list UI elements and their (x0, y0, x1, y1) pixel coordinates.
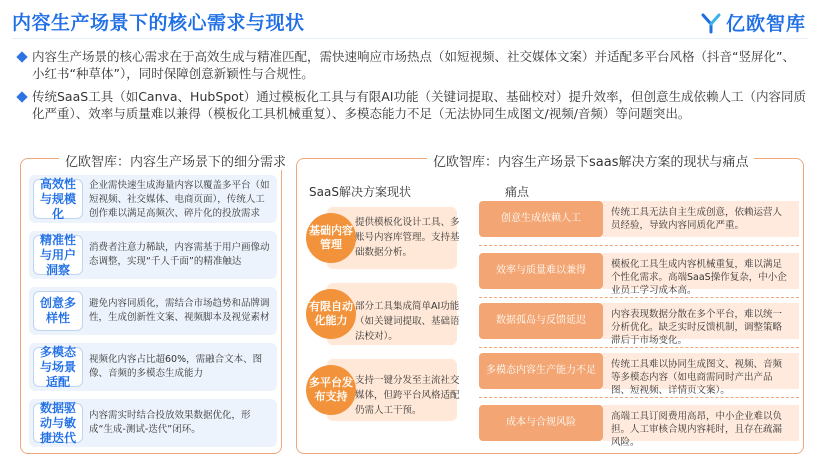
diamond-bullet-icon (16, 51, 27, 62)
yiou-logo-icon (700, 12, 722, 34)
status-desc: 部分工具集成简单AI功能（如关键词提取、基础语法校对）。 (355, 301, 460, 342)
need-tag: 高效性与规模化 (33, 179, 83, 219)
pain-tag: 成本与合规风险 (479, 405, 603, 441)
dashed-divider (479, 245, 799, 246)
bullet-text: 内容生产场景的核心需求在于高效生成与精准匹配，需快速响应市场热点（如短视频、社交媒体文案）并适配多平台风格（抖音“竖屏化”、小红书“种草体”），同时保障创意新颖性与合规性。 (32, 49, 795, 81)
brand-logo (700, 9, 806, 36)
need-item (29, 231, 277, 279)
status-tag: 基础内容管理 (306, 213, 356, 263)
page-title: 内容生产场景下的核心需求与现状 (12, 12, 305, 34)
pain-tag: 多模态内容生产能力不足 (479, 353, 603, 389)
status-tag: 多平台发布支持 (306, 365, 356, 415)
dashed-divider (479, 297, 799, 298)
need-desc: 企业需快速生成海量内容以覆盖多平台（如短视频、社交媒体、电商页面），传统人工创作难以满足高频次、碎片化的投放需求 (89, 180, 270, 219)
title-divider (12, 38, 808, 39)
pain-tag: 效率与质量难以兼得 (479, 253, 603, 289)
need-item (29, 343, 277, 391)
need-tag: 多模态与场景适配 (33, 347, 83, 387)
pain-desc: 传统工具无法自主生成创意，依赖运营人员经验，导致内容同质化严重。 (603, 201, 799, 237)
logo-text: 亿欧智库 (725, 13, 806, 35)
pain-tag: 创意生成依赖人工 (479, 201, 603, 237)
segment-needs-panel (20, 155, 287, 454)
need-item (29, 175, 277, 223)
need-item (29, 399, 277, 447)
need-desc: 避免内容同质化，需结合市场趋势和品牌调性，生成创新性文案、视频脚本及视觉素材 (89, 298, 270, 323)
need-desc: 内容需实时结合投放效果数据优化，形成“生成-测试-迭代”闭环。 (89, 410, 251, 435)
need-tag: 数据驱动与敏捷迭代 (33, 403, 83, 443)
dashed-divider (479, 397, 799, 398)
status-desc: 支持一键分发至主流社交媒体，但跨平台风格适配仍需人工干预。 (355, 375, 460, 416)
status-desc: 提供模板化设计工具、多账号内容库管理。支持基础数据分析。 (355, 217, 460, 258)
pain-desc: 模板化工具生成内容机械重复，难以满足个性化需求。高端SaaS操作复杂，中小企业员工学习成本高。 (603, 253, 799, 289)
need-item (29, 287, 277, 335)
pain-desc: 传统工具难以协同生成图文、视频、音频等多模态内容（如电商需同时产出产品图、短视频、详情页文案）。 (603, 353, 799, 389)
saas-status-title: 亿欧智库：内容生产场景下saas解决方案的现状与痛点 (427, 151, 754, 170)
bullet-item (16, 88, 806, 122)
need-desc: 视频化内容占比超60%，需融合文本、图像、音频的多模态生成能力 (89, 354, 263, 379)
need-tag: 精准性与用户洞察 (33, 235, 83, 275)
bullet-text: 传统SaaS工具（如Canva、HubSpot）通过模板化工具与有限AI功能（关键词提取、基础校对）提升效率，但创意生成依赖人工（内容同质化严重）、效率与质量难以兼得（模板化工具机械重复）、多模态能力不足（无法协同生成图文/视频/音频）等问题突出。 (32, 89, 806, 121)
pain-column-header: 痛点 (505, 185, 530, 199)
saas-status-panel (296, 155, 804, 454)
pain-desc: 内容表现数据分散在多个平台，难以统一分析优化。缺乏实时反馈机制，调整策略滞后于市场变化。 (603, 303, 799, 339)
need-desc: 消费者注意力稀缺，内容需基于用户画像动态调整，实现“千人千面”的精准触达 (89, 242, 270, 267)
pain-desc: 高端工具订阅费用高昂，中小企业难以负担。人工审核合规内容耗时，且存在疏漏风险。 (603, 405, 799, 441)
dashed-divider (479, 347, 799, 348)
status-column-header: SaaS解决方案现状 (309, 185, 411, 199)
segment-needs-title: 亿欧智库：内容生产场景下的细分需求 (59, 151, 292, 170)
bullet-item (16, 48, 806, 82)
summary-bullets (16, 48, 806, 128)
need-tag: 创意多样性 (33, 291, 83, 331)
diamond-bullet-icon (16, 91, 27, 102)
status-tag: 有限自动化能力 (306, 289, 356, 339)
pain-tag: 数据孤岛与反馈延迟 (479, 303, 603, 339)
